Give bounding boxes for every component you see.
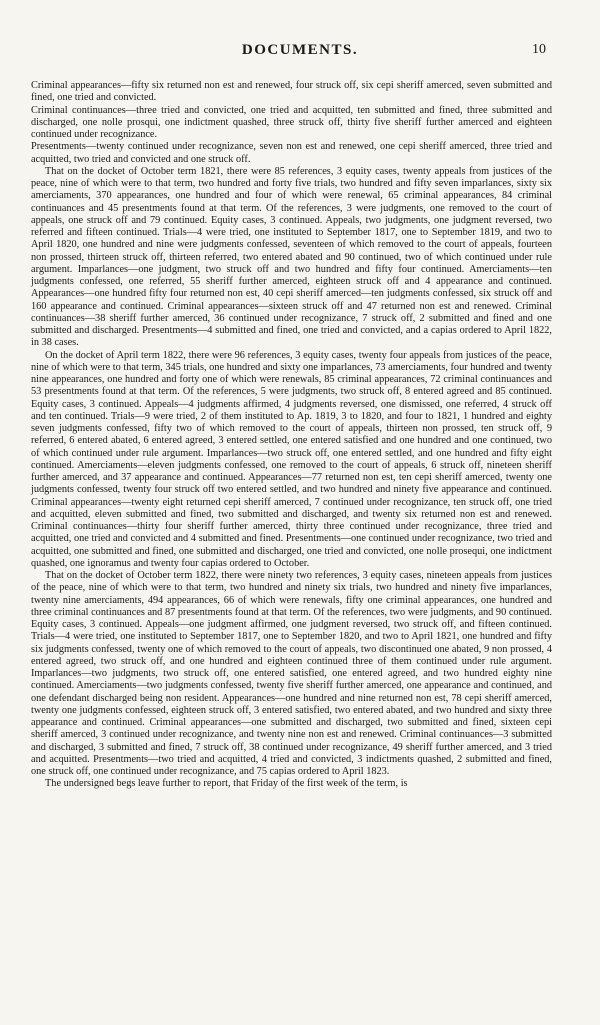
body-text [31,80,552,791]
page-header [0,42,600,66]
paragraph-april-1822: On the docket of April term 1822, there were 96 references, 3 equity cases, twenty four appeals from justices of the peace, nine of which were to that term, 345 trials, one hundred and sixty one imparlances, 73 amerciaments, four hundred and twenty nine appearances, one hundred and forty one of which were renewals, 85 criminal appearances, 72 criminal continuances and 53 presentments found at that term. Of the references, 5 were judgments, two struck off, 8 entered agreed and 85 continued. Equity cases, 3 continued. Appeals—4 judgments affirmed, 4 judgments reversed, one dismissed, one referred, 4 struck off and ten continued. Trials—9 were tried, 2 of them instituted to Ap. 1819, 3 to 1820, and four to 1821, 1 hundred and eighty seven judgments confessed, fifty two of which removed to the court of appeals, thirteen non prossed, ten struck off, 9 referred, 6 entered abated, 6 entered agreed, 3 entered settled, one entered satisfied and one hundred and one continued, two of which continued under rule argument. Imparlances—two struck off, one entered settled, and one hundred and fifty eight continued. Amerciaments—eleven judgments confessed, one removed to the court of appeals, 6 struck off, nineteen sheriff further amerced, and 37 appearance and continued. Appearances—77 returned non est, ten cepi sheriff amerced, twenty one judgments confessed, twenty four struck off two entered settled, and two hundred and ninety five appearance and continued. Criminal appearances—twenty eight returned cepi sheriff amerced, 7 continued under recognizance, ten struck off, one tried and acquitted, eleven submitted and fined, two submitted and discharged, and twenty six returned non est and renewed. Criminal continuances—thirty four sheriff further amerced, thirty three continued under recognizance, three tried and acquitted, one tried and convicted and 4 submitted and fined. Presentments—one continued under recognizance, two tried and acquitted, one submitted and fined, one submitted and discharged, one tried and convicted, one nolle prosequi, one indictment quashed, one ignoramus and twenty four capias ordered to October. [31,349,552,569]
page-number: 10 [532,42,546,57]
paragraph-further-report: The undersigned begs leave further to report, that Friday of the first week of the term, is [45,778,408,790]
running-title: DOCUMENTS. [241,42,359,58]
paragraph-october-1821: That on the docket of October term 1821, there were 85 references, 3 equity cases, twenty appeals from justices of the peace, nine of which were to that term, two hundred and forty five trials, two hundred and fifty seven imparlances, sixty six amerciaments, 370 appearances, one hundred and four of which were renewal, 65 criminal appearances, 84 criminal continuances and 45 presentments found at that term. Of the references, 3 were judgments, one removed to the court of appeals, one struck off and 79 continued. Equity cases, 3 continued. Appeals, two judgments, one judgment reversed, two referred and fifteen continued. Trials—4 were tried, one instituted to September 1817, one to September 1819, and two to April 1820, one hundred and nine were judgments confessed, seventeen of which removed to the court of appeals, fourteen non prossed, thirteen struck off, thirteen referred, two entered abated and 90 continued, two of which continued under rule argument. Imparlances—one judgment, two struck off and two hundred and fifty four continued. Amerciaments—ten judgments confessed, one referred, 55 sheriff further amerced, eighteen struck off and 4 appearance and continued. Appearances—one hundred fifty four returned non est, 40 cepi sheriff amerced—ten judgments confessed, six struck off and 160 appearance and continued. Criminal appearances—sixteen struck off and 47 returned non est and renewed. Criminal continuances—38 sheriff further amerced, 36 continued under recognizance, 7 struck off, 2 submitted and fined and one submitted and discharged. Presentments—4 submitted and fined, one tried and convicted, and a capias ordered to April 1822, in 38 cases. [31,165,552,349]
paragraph-presentments: Presentments—twenty continued under recognizance, seven non est and renewed, one cepi sheriff amerced, three tried and acquitted, two tried and convicted and one struck off. [31,141,552,165]
paragraph-criminal-appearances: Criminal appearances—fifty six returned non est and renewed, four struck off, six cepi sheriff amerced, seven submitted and fined, one tried and convicted. [31,80,552,104]
paragraph-october-1822: That on the docket of October term 1822, there were ninety two references, 3 equity cases, nineteen appeals from justices of the peace, nine of which were to that term, two hundred and ninety six trials, two hundred and ninety five imparlances, twenty nine amerciaments, 494 appearances, 66 of which were renewals, fifty one criminal appearances, one hundred and three criminal continuances and 87 presentments found at that term. Of the references, two were judgments, and 90 continued. Equity cases, 3 continued. Appeals—one judgment affirmed, one judgment reversed, two struck off, and fifteen continued. Trials—4 were tried, one instituted to September 1817, one to September 1820, and two to April 1821, one hundred and fifty six judgments confessed, twenty one of which removed to the court of appeals, two discontinued one abated, 9 non prossed, 4 entered agreed, two struck off, and one hundred and eighteen continued three of them continued under rule argument. Imparlances—two judgments, two struck off, one entered satisfied, one entered agreed, and two hundred eighty nine continued. Amerciaments—two judgments confessed, twenty five sheriff further amerced, one appearance and continued, and one defendant discharged being non resident. Appearances—one hundred and nine returned non est, 78 cepi sheriff amerced, twenty one judgments confessed, eighteen struck off, 3 entered satisfied, two entered abated, and two hundred and sixty three appearance and continued. Criminal appearances—one submitted and discharged, two submitted and fined, sixteen cepi sheriff amerced, 3 continued under recognizance, and twenty nine non est and renewed. Criminal continuances—3 submitted and discharged, 3 submitted and fined, 7 struck off, 38 continued under recognizance, 49 sheriff further amerced, and 3 tried and acquitted. Presentments—two tried and acquitted, 4 tried and convicted, 3 indictments quashed, 2 submitted and fined, one struck off, one continued under recognizance, and 75 capias ordered to April 1823. [31,570,552,777]
paragraph-criminal-continuances: Criminal continuances—three tried and convicted, one tried and acquitted, ten submitted and fined, three submitted and discharged, one nolle prosqui, one indictment quashed, three struck off, thirty five sheriff further amerced and eighteen continued under recognizance. [31,104,552,140]
